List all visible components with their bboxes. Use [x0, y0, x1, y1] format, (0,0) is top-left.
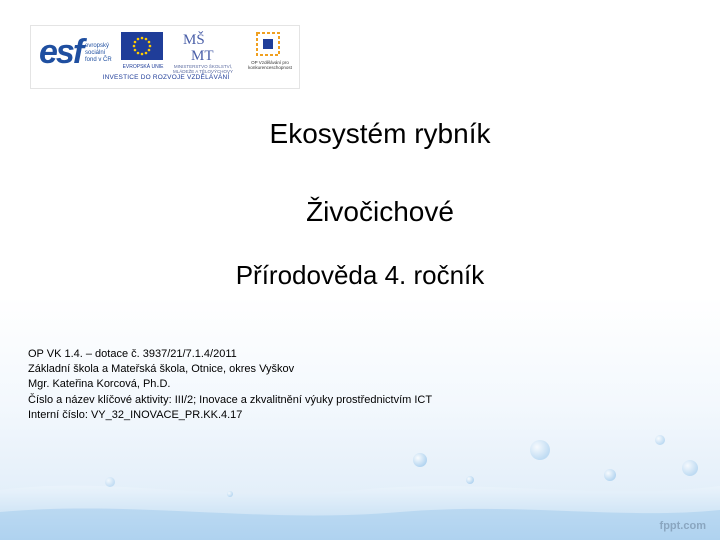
info-line: OP VK 1.4. – dotace č. 3937/21/7.1.4/2011: [28, 348, 237, 360]
subject-line: Přírodověda 4. ročník: [235, 260, 485, 290]
info-line: Interní číslo: VY_32_INOVACE_PR.KK.4.17: [28, 408, 243, 421]
info-line: Mgr. Kateřina Korcová, Ph.D.: [28, 378, 171, 391]
info-line: Číslo a název klíčové aktivity: III/2; Inovace a zkvalitnění výuky prostřednictvím ICT: [28, 393, 433, 406]
template-credit: fppt.com: [659, 520, 706, 532]
funding-logos: [30, 25, 300, 89]
esf-logo: [39, 30, 119, 74]
esf-line: evropský: [85, 43, 110, 49]
slide-title: Ekosystém rybník: [269, 118, 491, 149]
water-decoration: [0, 420, 720, 540]
project-info: [28, 347, 588, 423]
msmt-label: MINISTERSTVO ŠKOLSTVÍ, MLÁDEŽE A TĚLOVÝCHOVY: [173, 64, 233, 74]
eu-flag-icon: [121, 32, 163, 60]
esf-line: sociální: [85, 50, 106, 56]
op-label: OP Vzdělávání pro konkurenceschopnost: [248, 60, 292, 70]
svg-text:MT: MT: [191, 48, 214, 63]
esf-mark: esf: [39, 33, 83, 71]
op-logo-icon: [253, 30, 283, 58]
esf-line: fond v ČR: [85, 57, 112, 63]
esf-caption: [85, 43, 125, 64]
investment-text: INVESTICE DO ROZVOJE VZDĚLÁVÁNÍ: [102, 74, 230, 81]
svg-text:MŠ: MŠ: [183, 32, 205, 48]
slide-subtitle: Živočichové: [306, 196, 454, 227]
eu-label: EVROPSKÁ UNIE: [122, 64, 164, 70]
msmt-logo: [181, 29, 223, 63]
info-line: Základní škola a Mateřská škola, Otnice, okres Vyškov: [28, 363, 295, 376]
